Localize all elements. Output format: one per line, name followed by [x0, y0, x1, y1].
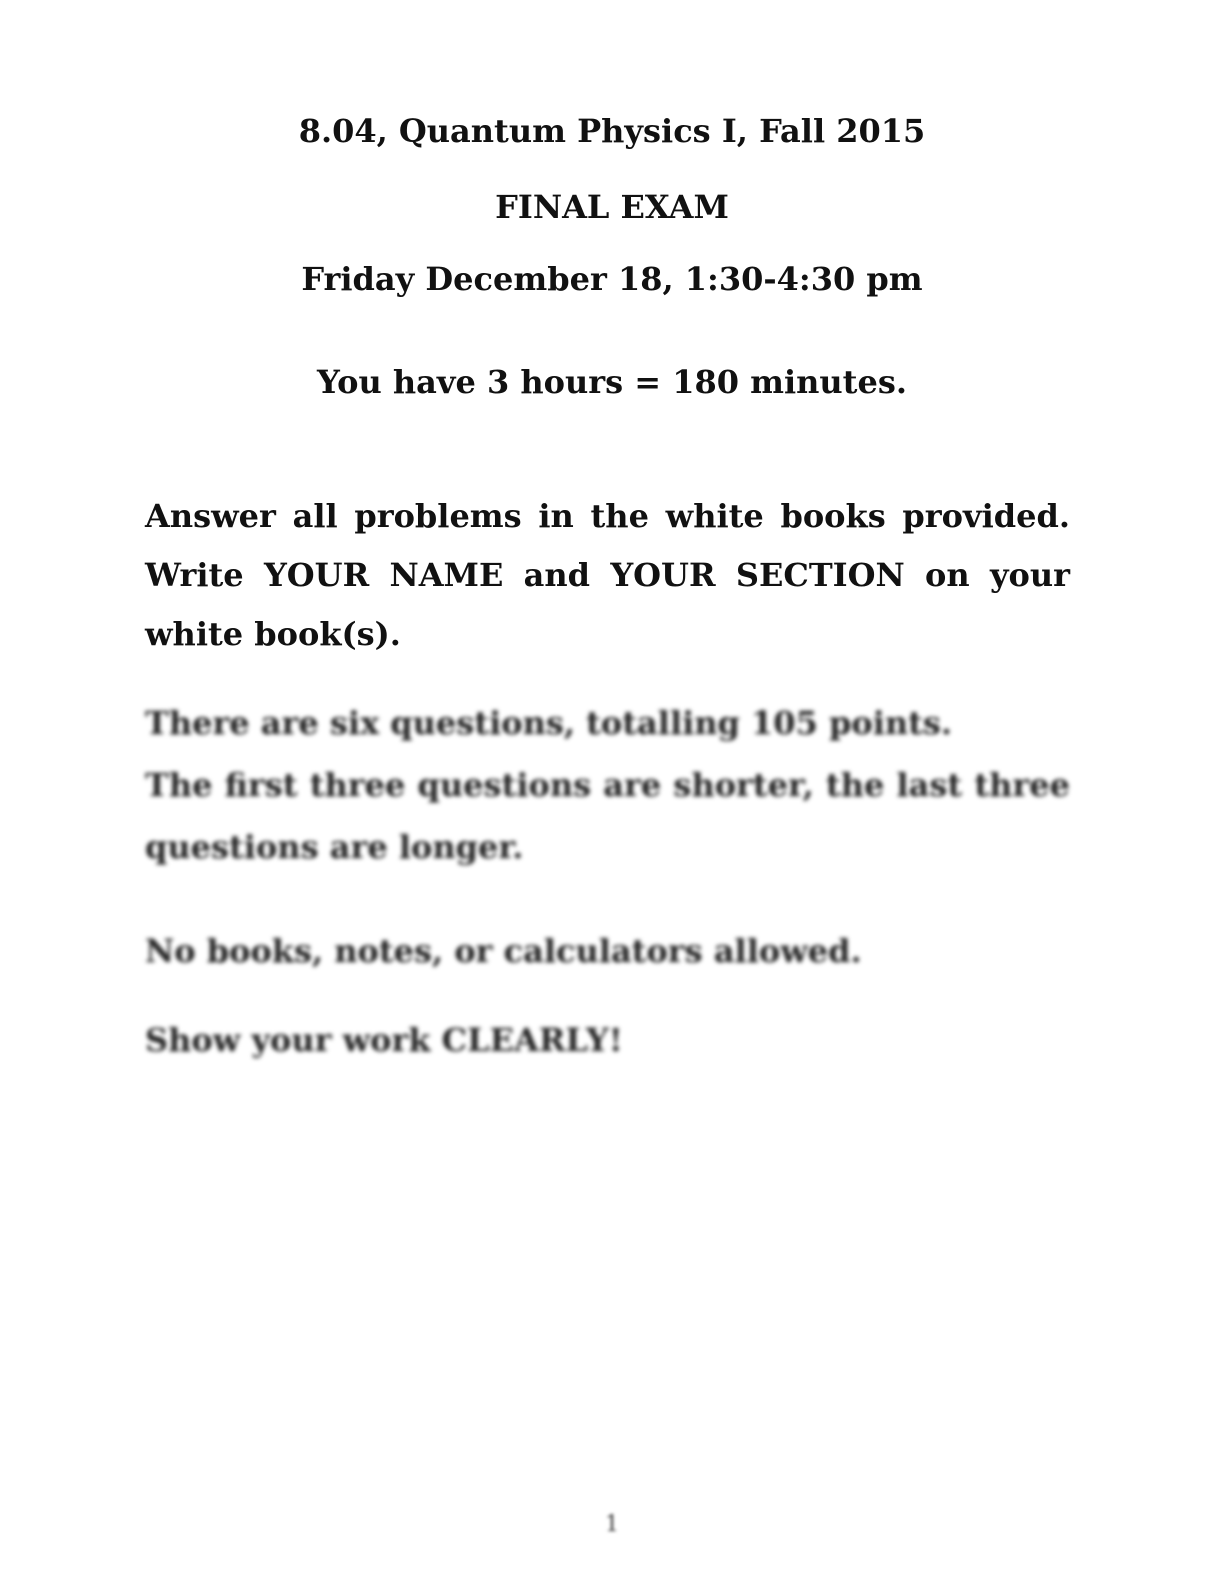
exam-duration: You have 3 hours = 180 minutes.	[317, 363, 907, 401]
course-title: 8.04, Quantum Physics I, Fall 2015	[298, 112, 926, 150]
exam-title: FINAL EXAM	[495, 188, 729, 226]
answer-books-instruction: Answer all problems in the white books provided. Write YOUR NAME and YOUR SECTION on your white book(s).	[145, 497, 1070, 653]
questions-info	[145, 692, 1070, 878]
no-aids-rule: No books, notes, or calculators allowed.	[145, 932, 862, 970]
show-work-rule: Show your work CLEARLY!	[145, 1021, 623, 1059]
page-number: 1	[605, 1512, 619, 1537]
questions-count-text: There are six questions, totalling 105 points.	[145, 704, 953, 742]
questions-length-text: The first three questions are shorter, the last three questions are longer.	[145, 766, 1070, 866]
exam-date: Friday December 18, 1:30-4:30 pm	[301, 260, 923, 298]
